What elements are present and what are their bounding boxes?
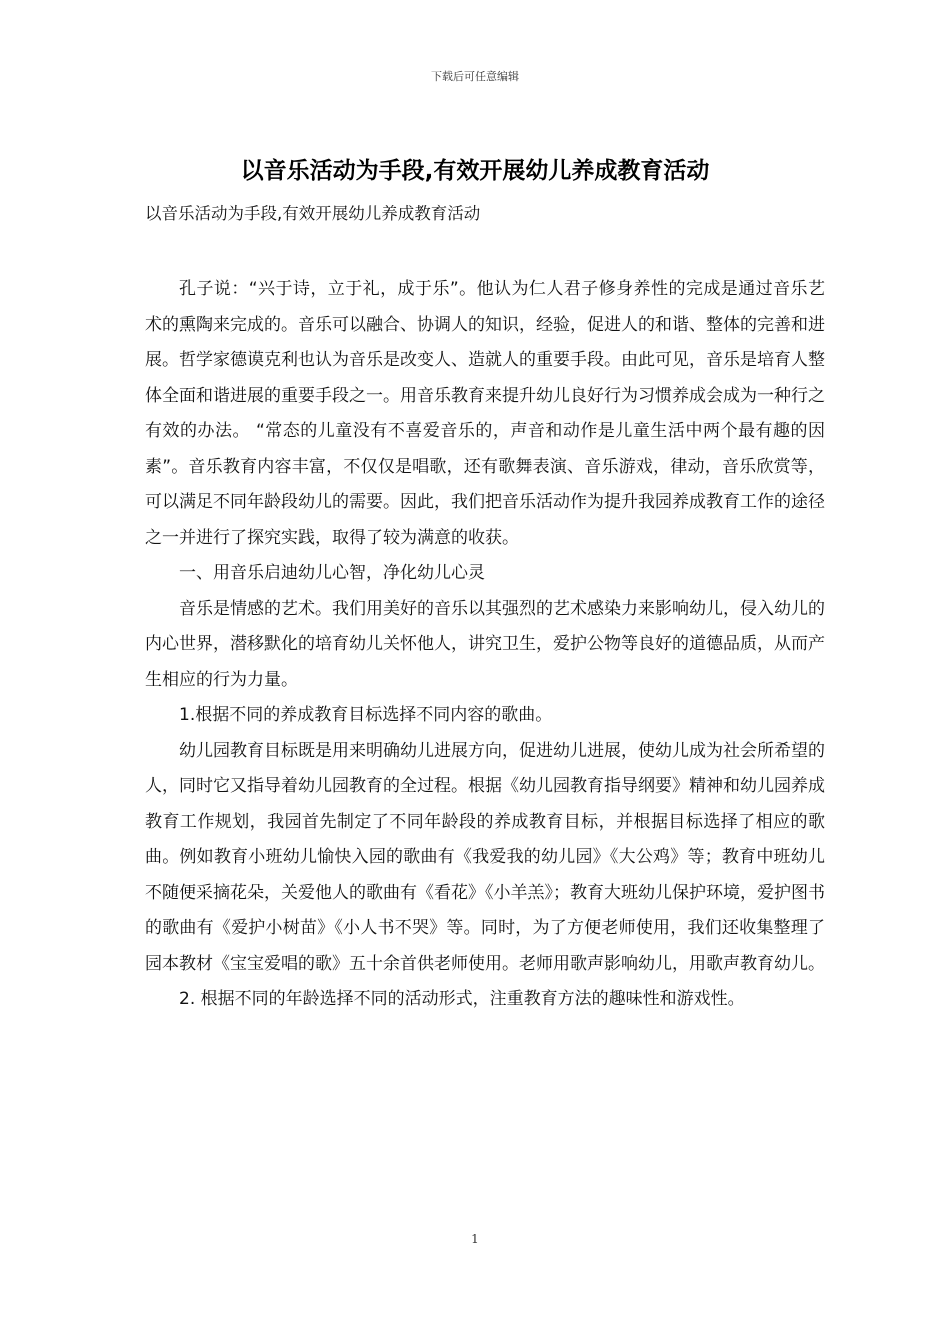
paragraph-intro: 孔子说：“兴于诗，立于礼，成于乐”。他认为仁人君子修身养性的完成是通过音乐艺术的熏陶来完成的。音乐可以融合、协调人的知识，经验，促进人的和谐、整体的完善和进展。哲学家德谟克利也认为音乐是改变人、造就人的重要手段。由此可见，音乐是培育人整体全面和谐进展的重要手段之一。用音乐教育来提升幼儿良好行为习惯养成会成为一种行之有效的办法。 “常态的儿童没有不喜爱音乐的，声音和动作是儿童生活中两个最有趣的因素”。音乐教育内容丰富，不仅仅是唱歌，还有歌舞表演、音乐游戏，律动，音乐欣赏等，可以满足不同年龄段幼儿的需要。因此，我们把音乐活动作为提升我园养成教育工作的途径之一并进行了探究实践，取得了较为满意的收获。 (145, 279, 825, 548)
page-number: 1 (471, 1232, 479, 1246)
document-subtitle: 以音乐活动为手段,有效开展幼儿养成教育活动 (145, 204, 481, 223)
subheading-2: 2. 根据不同的年龄选择不同的活动形式，注重教育方法的趣味性和游戏性。 (179, 989, 745, 1009)
document-body (145, 272, 825, 1018)
section-heading-1: 一、用音乐启迪幼儿心智，净化幼儿心灵 (179, 563, 485, 583)
paragraph-education-goals: 幼儿园教育目标既是用来明确幼儿进展方向，促进幼儿进展，使幼儿成为社会所希望的人，同时它又指导着幼儿园教育的全过程。根据《幼儿园教育指导纲要》精神和幼儿园养成教育工作规划，我园首先制定了不同年龄段的养成教育目标，并根据目标选择了相应的歌曲。例如教育小班幼儿愉快入园的歌曲有《我爱我的幼儿园》《大公鸡》等；教育中班幼儿不随便采摘花朵，关爱他人的歌曲有《看花》《小羊羔》；教育大班幼儿保护环境，爱护图书的歌曲有《爱护小树苗》《小人书不哭》等。同时，为了方便老师使用，我们还收集整理了园本教材《宝宝爱唱的歌》五十余首供老师使用。老师用歌声影响幼儿，用歌声教育幼儿。 (145, 740, 825, 974)
paragraph-music-emotion: 音乐是情感的艺术。我们用美好的音乐以其强烈的艺术感染力来影响幼儿，侵入幼儿的内心世界，潜移默化的培育幼儿关怀他人，讲究卫生，爱护公物等良好的道德品质，从而产生相应的行为力量。 (145, 598, 825, 690)
subheading-1: 1.根据不同的养成教育目标选择不同内容的歌曲。 (179, 705, 553, 725)
header-note: 下载后可任意编辑 (431, 70, 519, 83)
document-title: 以音乐活动为手段,有效开展幼儿养成教育活动 (240, 158, 710, 184)
